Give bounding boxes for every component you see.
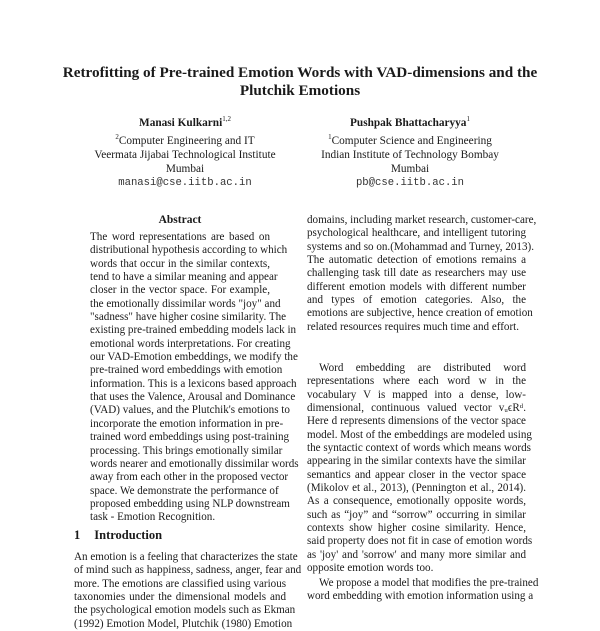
paper-title: Retrofitting of Pre-trained Emotion Words with VAD-dimensions and the Plutchik Emotions <box>62 64 538 99</box>
text-line: proposed embedding using NLP downstream <box>90 497 290 510</box>
text-line: word embedding with emotion information using a <box>307 590 534 603</box>
text-line: closer in the vector space. For example, <box>90 284 270 297</box>
author-dept: Computer Engineering and IT <box>118 134 255 147</box>
text-line: said property does not fit in case of emotion words <box>307 535 533 548</box>
text-line: words nearer and emotionally dissimilar words <box>90 457 299 470</box>
text-line: As a consequence, emotionally opposite words, <box>307 495 526 508</box>
text-line: and types of emotion categories. Also, the <box>307 294 526 307</box>
abstract-body <box>90 231 299 525</box>
text-line: "sadness" have higher cosine similarity. The <box>90 311 287 324</box>
text-line: model. Most of the embeddings are modeled using <box>307 428 532 441</box>
section-heading-introduction: 1 Introduction <box>74 528 163 542</box>
text-line: vocabulary V is mapped into a dense, low- <box>307 388 526 401</box>
text-line: psychological healthcare, and intelligent tutoring <box>307 227 526 240</box>
text-line: such as “joy” and “sorrow” occurring in similar <box>307 508 526 521</box>
text-line: (VAD) values, and the Plutchik's emotions to <box>90 404 290 417</box>
abstract-heading: Abstract <box>158 214 202 226</box>
author-email[interactable]: manasi@cse.iitb.ac.in <box>118 177 252 190</box>
author-email[interactable]: pb@cse.iitb.ac.in <box>355 177 465 190</box>
text-line: emotions are subjective, hence creation of emotion <box>307 307 533 320</box>
text-line: the psychological emotion models such as Ekman <box>74 604 296 617</box>
text-line: away from each other in the proposed vector <box>90 471 289 484</box>
text-line: domains, including market research, customer-care, <box>307 214 537 226</box>
text-line: (Mikolov et al., 2013), (Pennington et al., 2014). <box>307 482 526 495</box>
author-name: Pushpak Bhattacharyya <box>350 116 467 129</box>
text-line: contexts show higher cosine similarity. Hence, <box>307 522 526 535</box>
text-line: processing. This brings emotionally similar <box>90 444 283 457</box>
author-dept: Computer Science and Engineering <box>331 134 492 147</box>
text-line: Word embedding are distributed word <box>319 362 526 374</box>
text-line: Here d represents dimensions of the vector space <box>307 415 526 428</box>
text-line: dimensional, continuous valued vector vᵤϵRᵈ. <box>307 402 526 415</box>
text-line: incorporate the emotion information in pre- <box>90 417 284 430</box>
author-institute: Indian Institute of Technology Bombay <box>321 148 499 161</box>
text-line: task - Emotion Recognition. <box>90 511 216 524</box>
text-line: semantics and appear closer in the vector space <box>307 468 526 481</box>
text-line: tend to have a similar meaning and appear <box>90 271 278 284</box>
text-line: We propose a model that modifies the pre-trained <box>319 577 539 589</box>
text-line: distributional hypothesis according to which <box>90 244 288 257</box>
text-line: appearing in the similar contexts have the similar <box>307 455 526 468</box>
author-block-2: Pushpak Bhattacharyya$^1$ $^1$Computer Science and Engineering Indian Institute of Technology Bombay Mumbai pb@cse.iitb.ac.in <box>300 112 520 191</box>
text-line: representations where each word w in the <box>307 375 526 388</box>
text-line: of mind such as happiness, sadness, anger, fear and <box>74 564 302 577</box>
text-line: (1992) Emotion Model, Plutchik (1980) Emotion <box>74 617 293 630</box>
text-line: challenging task till date as researchers may use <box>307 267 526 280</box>
text-line: words that occur in the similar contexts, <box>90 257 270 270</box>
text-line: space. We demonstrate the performance of <box>90 484 279 497</box>
text-line: different emotion models with different number <box>307 280 526 293</box>
right-paragraph-1 <box>307 214 537 334</box>
author-institute: Veermata Jijabai Technological Institute <box>94 148 276 161</box>
text-line: our VAD-Emotion embeddings, we modify the <box>90 351 298 364</box>
introduction-body <box>74 551 302 631</box>
text-line: The word representations are based on <box>90 231 270 243</box>
text-line: taxonomies under the dimensional models and <box>74 591 286 604</box>
text-line: more. The emotions are classified using various <box>74 577 287 590</box>
text-line: the emotionally dissimilar words "joy" and <box>90 297 281 310</box>
text-line: pre-trained word embeddings with emotion <box>90 364 283 377</box>
text-line: opposite emotion words too. <box>307 562 434 575</box>
author-city: Mumbai <box>165 163 205 176</box>
author-name: Manasi Kulkarni <box>139 116 223 129</box>
text-line: existing pre-trained embedding models lack in <box>90 324 297 337</box>
author-block-1: Manasi Kulkarni$^{1,2}$ $^2$Computer Engineering and IT Veermata Jijabai Technological Institute Mumbai manasi@cse.iitb.ac.in <box>80 112 290 191</box>
text-line: that uses the Valence, Arousal and Dominance <box>90 391 296 404</box>
text-line: The automatic detection of emotions remains a <box>307 254 526 267</box>
text-line: emotional words interpretations. For creating <box>90 337 291 350</box>
right-paragraph-2 <box>307 362 533 576</box>
text-line: information. This is a lexicons based approach <box>90 377 297 390</box>
author-city: Mumbai <box>390 163 430 176</box>
text-line: related resources requires much time and effort. <box>307 320 520 333</box>
text-line: as 'joy' and 'sorrow' and many more similar and <box>307 548 526 561</box>
text-line: An emotion is a feeling that characterizes the state <box>74 551 298 563</box>
text-line: the syntactic context of words which means words <box>307 442 531 455</box>
text-line: systems and so on.(Mohammad and Turney, 2013). <box>307 240 534 253</box>
text-line: trained word embeddings using post-training <box>90 431 290 444</box>
